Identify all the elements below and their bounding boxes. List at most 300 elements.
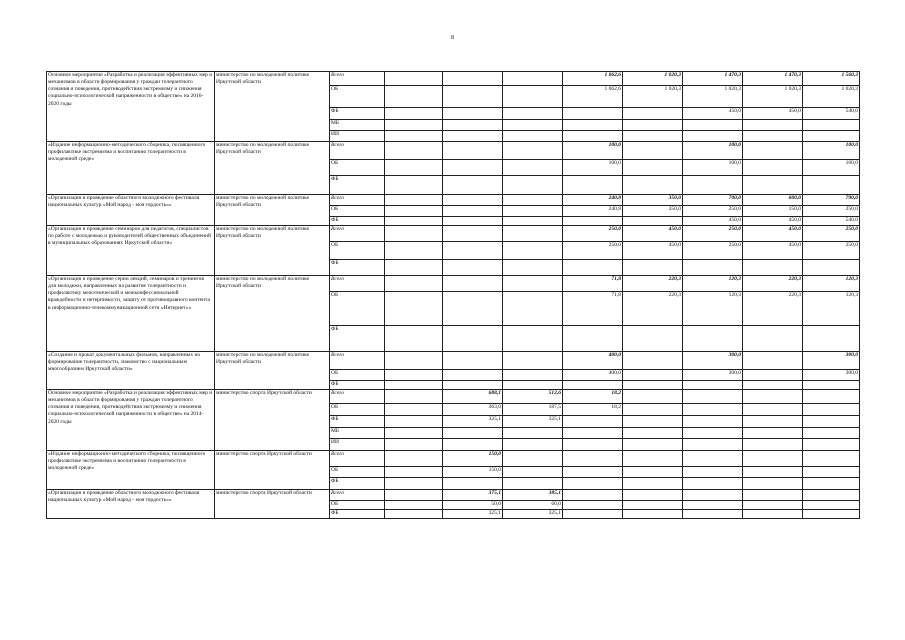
- funding-source: ФБ: [330, 381, 385, 390]
- amount-cell: [385, 428, 443, 439]
- funding-source: ИИ: [330, 131, 385, 142]
- amount-cell: 300,0: [683, 370, 743, 381]
- funding-source: Всего: [330, 226, 385, 242]
- amount-cell: 250,0: [683, 206, 743, 217]
- budget-table-body: [47, 72, 860, 519]
- amount-cell: [563, 416, 623, 428]
- amount-cell: 350,0: [623, 195, 683, 206]
- responsible-executor: министерство по молодежной политике Иркутской области: [215, 195, 330, 226]
- amount-cell: [563, 381, 623, 390]
- amount-cell: [503, 131, 563, 142]
- amount-cell: [683, 428, 743, 439]
- amount-cell: 540,0: [803, 108, 860, 120]
- amount-cell: [503, 72, 563, 86]
- amount-cell: 1 020,3: [623, 72, 683, 86]
- table-row: [47, 142, 860, 160]
- funding-source: Всего: [330, 352, 385, 370]
- amount-cell: [743, 428, 803, 439]
- amount-cell: [743, 451, 803, 467]
- funding-source: ОБ: [330, 206, 385, 217]
- funding-source: Всего: [330, 142, 385, 160]
- amount-cell: [443, 217, 503, 226]
- amount-cell: [443, 242, 503, 260]
- amount-cell: [503, 381, 563, 390]
- amount-cell: 450,0: [743, 242, 803, 260]
- amount-cell: [683, 467, 743, 478]
- amount-cell: [743, 381, 803, 390]
- amount-cell: [503, 276, 563, 292]
- amount-cell: [443, 439, 503, 451]
- amount-cell: [443, 72, 503, 86]
- table-row: [47, 195, 860, 206]
- amount-cell: [385, 242, 443, 260]
- amount-cell: 400,0: [563, 352, 623, 370]
- amount-cell: [803, 131, 860, 142]
- amount-cell: 450,0: [623, 242, 683, 260]
- amount-cell: [743, 142, 803, 160]
- amount-cell: [563, 439, 623, 451]
- amount-cell: [623, 501, 683, 510]
- amount-cell: 50,0: [443, 501, 503, 510]
- amount-cell: [743, 416, 803, 428]
- amount-cell: [563, 478, 623, 490]
- amount-cell: [683, 260, 743, 276]
- amount-cell: [803, 416, 860, 428]
- table-row: [47, 352, 860, 370]
- activity-description: «Организация и проведение областного молодежного фестиваля национальных культур «Мой народ - моя гордость»»: [47, 195, 215, 226]
- funding-source: Всего: [330, 490, 385, 501]
- funding-source: ОБ: [330, 292, 385, 326]
- amount-cell: 450,0: [683, 217, 743, 226]
- amount-cell: [443, 108, 503, 120]
- funding-source: ФБ: [330, 416, 385, 428]
- amount-cell: [385, 478, 443, 490]
- amount-cell: [623, 326, 683, 352]
- amount-cell: [623, 510, 683, 519]
- amount-cell: [683, 131, 743, 142]
- amount-cell: [683, 478, 743, 490]
- amount-cell: 300,0: [683, 352, 743, 370]
- funding-source: МБ: [330, 428, 385, 439]
- amount-cell: [503, 120, 563, 131]
- funding-source: Всего: [330, 451, 385, 467]
- amount-cell: [385, 404, 443, 416]
- amount-cell: [803, 404, 860, 416]
- amount-cell: 250,0: [563, 242, 623, 260]
- amount-cell: [385, 131, 443, 142]
- amount-cell: 120,3: [803, 276, 860, 292]
- activity-description: «Создание и прокат документальных фильмов, направленных на формирование толерантности, знакомство с национальным многообразием Иркутской области»: [47, 352, 215, 390]
- amount-cell: 250,0: [683, 226, 743, 242]
- amount-cell: [803, 428, 860, 439]
- amount-cell: [443, 176, 503, 195]
- amount-cell: [743, 390, 803, 404]
- amount-cell: 100,0: [803, 142, 860, 160]
- amount-cell: [385, 160, 443, 176]
- amount-cell: [443, 160, 503, 176]
- amount-cell: [683, 439, 743, 451]
- funding-source: Всего: [330, 195, 385, 206]
- amount-cell: [443, 195, 503, 206]
- amount-cell: [803, 510, 860, 519]
- amount-cell: 150,0: [743, 206, 803, 217]
- activity-description: Основное мероприятие «Разработка и реализация эффективных мер и механизмов в области формирования у граждан толерантного сознания и поведения, противодействия экстремизму и снижения социально-психологической напряженности в обществе» на 2016-2020 годы: [47, 72, 215, 142]
- funding-source: ОБ: [330, 467, 385, 478]
- amount-cell: [743, 160, 803, 176]
- amount-cell: [623, 217, 683, 226]
- funding-source: ФБ: [330, 108, 385, 120]
- amount-cell: [385, 120, 443, 131]
- amount-cell: [623, 142, 683, 160]
- funding-source: ОБ: [330, 404, 385, 416]
- amount-cell: 1 062,6: [563, 86, 623, 108]
- amount-cell: 450,0: [743, 108, 803, 120]
- amount-cell: [443, 120, 503, 131]
- amount-cell: 700,0: [683, 195, 743, 206]
- funding-source: ФБ: [330, 176, 385, 195]
- amount-cell: [443, 326, 503, 352]
- amount-cell: [503, 195, 563, 206]
- funding-source: ОБ: [330, 242, 385, 260]
- amount-cell: 250,0: [683, 242, 743, 260]
- funding-source: ФБ: [330, 326, 385, 352]
- funding-source: ФБ: [330, 217, 385, 226]
- amount-cell: [623, 370, 683, 381]
- amount-cell: 300,0: [803, 370, 860, 381]
- funding-source: Всего: [330, 72, 385, 86]
- responsible-executor: министерство по молодежной политике Иркутской области: [215, 72, 330, 142]
- amount-cell: [683, 326, 743, 352]
- amount-cell: [385, 86, 443, 108]
- funding-source: ФБ: [330, 478, 385, 490]
- amount-cell: [683, 404, 743, 416]
- amount-cell: [743, 510, 803, 519]
- amount-cell: 350,0: [623, 206, 683, 217]
- amount-cell: 325,1: [503, 416, 563, 428]
- amount-cell: [563, 176, 623, 195]
- funding-source: ОБ: [330, 160, 385, 176]
- table-row: [47, 490, 860, 501]
- table-row: [47, 226, 860, 242]
- amount-cell: 1 062,6: [563, 72, 623, 86]
- amount-cell: [385, 292, 443, 326]
- amount-cell: [803, 439, 860, 451]
- activity-description: «Издание информационно-методического сборника, посвященного профилактике экстремизма и воспитанию толерантности в молодежной среде»: [47, 451, 215, 490]
- amount-cell: [563, 467, 623, 478]
- amount-cell: 150,0: [443, 451, 503, 467]
- amount-cell: [743, 131, 803, 142]
- amount-cell: [385, 276, 443, 292]
- activity-description: «Организация и проведение областного молодежного фестиваля национальных культур «Мой народ - моя гордость»»: [47, 490, 215, 519]
- table-row: [47, 451, 860, 467]
- amount-cell: [743, 370, 803, 381]
- amount-cell: [683, 451, 743, 467]
- amount-cell: 240,8: [563, 195, 623, 206]
- funding-source: ИИ: [330, 439, 385, 451]
- amount-cell: [385, 439, 443, 451]
- amount-cell: 450,0: [683, 108, 743, 120]
- amount-cell: [385, 326, 443, 352]
- amount-cell: [443, 142, 503, 160]
- amount-cell: [743, 490, 803, 501]
- amount-cell: 363,0: [443, 404, 503, 416]
- amount-cell: 512,6: [503, 390, 563, 404]
- amount-cell: 790,0: [803, 195, 860, 206]
- amount-cell: [743, 120, 803, 131]
- amount-cell: [443, 370, 503, 381]
- amount-cell: [385, 195, 443, 206]
- amount-cell: [623, 131, 683, 142]
- amount-cell: [623, 478, 683, 490]
- amount-cell: [503, 142, 563, 160]
- amount-cell: [503, 370, 563, 381]
- amount-cell: 1 020,3: [683, 86, 743, 108]
- amount-cell: 150,0: [443, 467, 503, 478]
- amount-cell: [385, 206, 443, 217]
- amount-cell: [623, 176, 683, 195]
- amount-cell: [623, 490, 683, 501]
- amount-cell: [563, 510, 623, 519]
- amount-cell: [385, 510, 443, 519]
- amount-cell: 220,3: [743, 276, 803, 292]
- amount-cell: [743, 478, 803, 490]
- amount-cell: [623, 381, 683, 390]
- amount-cell: 325,1: [503, 510, 563, 519]
- amount-cell: [563, 217, 623, 226]
- amount-cell: 325,1: [443, 416, 503, 428]
- amount-cell: 120,3: [803, 292, 860, 326]
- amount-cell: [503, 160, 563, 176]
- table-row: [47, 390, 860, 404]
- funding-source: ОБ: [330, 86, 385, 108]
- amount-cell: [503, 108, 563, 120]
- funding-source: МБ: [330, 120, 385, 131]
- amount-cell: [743, 467, 803, 478]
- funding-source: ОБ: [330, 370, 385, 381]
- amount-cell: [803, 390, 860, 404]
- amount-cell: 688,1: [443, 390, 503, 404]
- amount-cell: [803, 490, 860, 501]
- amount-cell: [743, 439, 803, 451]
- amount-cell: [385, 260, 443, 276]
- responsible-executor: министерство по молодежной политике Иркутской области: [215, 226, 330, 276]
- amount-cell: 1 020,3: [623, 86, 683, 108]
- amount-cell: [623, 160, 683, 176]
- amount-cell: 120,3: [683, 276, 743, 292]
- amount-cell: [803, 260, 860, 276]
- responsible-executor: министерство по молодежной политике Иркутской области: [215, 142, 330, 195]
- amount-cell: [385, 381, 443, 390]
- amount-cell: 450,0: [743, 226, 803, 242]
- amount-cell: 450,0: [743, 217, 803, 226]
- amount-cell: [743, 260, 803, 276]
- amount-cell: 120,3: [683, 292, 743, 326]
- amount-cell: 187,5: [503, 404, 563, 416]
- amount-cell: [743, 404, 803, 416]
- amount-cell: 375,1: [443, 490, 503, 501]
- amount-cell: [385, 370, 443, 381]
- amount-cell: [683, 490, 743, 501]
- amount-cell: 60,0: [503, 501, 563, 510]
- amount-cell: [385, 226, 443, 242]
- amount-cell: [443, 131, 503, 142]
- amount-cell: [623, 428, 683, 439]
- amount-cell: [803, 478, 860, 490]
- amount-cell: 400,0: [563, 370, 623, 381]
- amount-cell: [503, 86, 563, 108]
- funding-source: Всего: [330, 390, 385, 404]
- funding-source: Всего: [330, 276, 385, 292]
- amount-cell: 600,0: [743, 195, 803, 206]
- amount-cell: [443, 381, 503, 390]
- amount-cell: [623, 439, 683, 451]
- amount-cell: [503, 176, 563, 195]
- amount-cell: 220,3: [623, 292, 683, 326]
- amount-cell: [443, 428, 503, 439]
- amount-cell: [623, 390, 683, 404]
- amount-cell: [563, 451, 623, 467]
- responsible-executor: министерство по молодежной политике Иркутской области: [215, 352, 330, 390]
- amount-cell: [503, 242, 563, 260]
- amount-cell: 1 020,3: [743, 86, 803, 108]
- amount-cell: [503, 467, 563, 478]
- amount-cell: 1 470,3: [743, 72, 803, 86]
- amount-cell: [803, 467, 860, 478]
- amount-cell: 250,0: [803, 206, 860, 217]
- responsible-executor: министерство спорта Иркутской области: [215, 451, 330, 490]
- activity-description: «Организация и проведение серии лекций, семинаров и тренингов для молодежи, направленных на развитие толерантности и профилактику межэтнической и межконфессиональной враждебности и нетерпимости, защиту от противоправного контента в информационно-телекоммуникационной сети «Интернет»»: [47, 276, 215, 352]
- responsible-executor: министерство спорта Иркутской области: [215, 390, 330, 451]
- amount-cell: [385, 467, 443, 478]
- amount-cell: [503, 260, 563, 276]
- responsible-executor: министерство по молодежной политике Иркутской области: [215, 276, 330, 352]
- amount-cell: 71,8: [563, 276, 623, 292]
- amount-cell: [443, 478, 503, 490]
- activity-description: «Издание информационно-методического сборника, посвященного профилактике экстремизма и воспитанию толерантности в молодежной среде»: [47, 142, 215, 195]
- amount-cell: 100,0: [683, 142, 743, 160]
- amount-cell: [503, 428, 563, 439]
- amount-cell: 1 560,3: [803, 72, 860, 86]
- activity-description: Основное мероприятие «Разработка и реализация эффективных мер и механизмов в области формирования у граждан толерантного сознания и поведения, противодействия экстремизму и снижения социально-психологической напряженности в обществе» на 2014-2020 годы: [47, 390, 215, 451]
- amount-cell: [563, 260, 623, 276]
- amount-cell: [443, 276, 503, 292]
- amount-cell: 100,0: [563, 160, 623, 176]
- amount-cell: [503, 352, 563, 370]
- amount-cell: [683, 501, 743, 510]
- amount-cell: [385, 217, 443, 226]
- amount-cell: 100,0: [803, 160, 860, 176]
- amount-cell: [385, 451, 443, 467]
- amount-cell: [743, 352, 803, 370]
- amount-cell: [683, 416, 743, 428]
- amount-cell: [503, 451, 563, 467]
- amount-cell: [385, 501, 443, 510]
- amount-cell: [803, 381, 860, 390]
- amount-cell: [443, 352, 503, 370]
- amount-cell: [563, 108, 623, 120]
- amount-cell: 300,0: [803, 352, 860, 370]
- amount-cell: [683, 381, 743, 390]
- amount-cell: [803, 451, 860, 467]
- amount-cell: [443, 226, 503, 242]
- amount-cell: [743, 326, 803, 352]
- amount-cell: [563, 490, 623, 501]
- amount-cell: [623, 451, 683, 467]
- amount-cell: 220,3: [623, 276, 683, 292]
- amount-cell: 1 020,3: [803, 86, 860, 108]
- amount-cell: [683, 390, 743, 404]
- amount-cell: [443, 86, 503, 108]
- funding-source: ФБ: [330, 510, 385, 519]
- amount-cell: [623, 404, 683, 416]
- amount-cell: [623, 467, 683, 478]
- amount-cell: 250,0: [803, 226, 860, 242]
- amount-cell: [385, 142, 443, 160]
- amount-cell: 450,0: [623, 226, 683, 242]
- amount-cell: [683, 510, 743, 519]
- amount-cell: [385, 352, 443, 370]
- amount-cell: [443, 206, 503, 217]
- amount-cell: [623, 108, 683, 120]
- activity-description: «Организация и проведение семинаров для педагогов, специалистов по работе с молодежью и руководителей общественных объединений в муниципальных образованиях Иркутской области»: [47, 226, 215, 276]
- amount-cell: [563, 120, 623, 131]
- amount-cell: [385, 72, 443, 86]
- amount-cell: [623, 416, 683, 428]
- amount-cell: 100,0: [683, 160, 743, 176]
- amount-cell: [443, 260, 503, 276]
- amount-cell: 325,1: [443, 510, 503, 519]
- funding-source: ОБ: [330, 501, 385, 510]
- amount-cell: 250,0: [803, 242, 860, 260]
- amount-cell: 1 470,3: [683, 72, 743, 86]
- amount-cell: [503, 206, 563, 217]
- amount-cell: [563, 428, 623, 439]
- amount-cell: [385, 416, 443, 428]
- table-row: [47, 72, 860, 86]
- budget-table: [46, 71, 860, 519]
- amount-cell: 18,2: [563, 404, 623, 416]
- page-number: 8: [451, 35, 454, 41]
- amount-cell: 18,2: [563, 390, 623, 404]
- amount-cell: [803, 326, 860, 352]
- amount-cell: [623, 352, 683, 370]
- amount-cell: 540,0: [803, 217, 860, 226]
- amount-cell: [385, 108, 443, 120]
- amount-cell: [623, 120, 683, 131]
- amount-cell: [563, 326, 623, 352]
- amount-cell: [503, 292, 563, 326]
- amount-cell: [385, 390, 443, 404]
- amount-cell: 240,8: [563, 206, 623, 217]
- amount-cell: [743, 501, 803, 510]
- amount-cell: [683, 176, 743, 195]
- amount-cell: 71,8: [563, 292, 623, 326]
- amount-cell: 250,0: [563, 226, 623, 242]
- amount-cell: 100,0: [563, 142, 623, 160]
- amount-cell: [803, 176, 860, 195]
- amount-cell: 385,1: [503, 490, 563, 501]
- table-row: [47, 276, 860, 292]
- responsible-executor: министерство спорта Иркутской области: [215, 490, 330, 519]
- amount-cell: [563, 131, 623, 142]
- amount-cell: [683, 120, 743, 131]
- funding-source: ФБ: [330, 260, 385, 276]
- amount-cell: [503, 478, 563, 490]
- amount-cell: 220,3: [743, 292, 803, 326]
- amount-cell: [563, 501, 623, 510]
- amount-cell: [385, 490, 443, 501]
- amount-cell: [503, 326, 563, 352]
